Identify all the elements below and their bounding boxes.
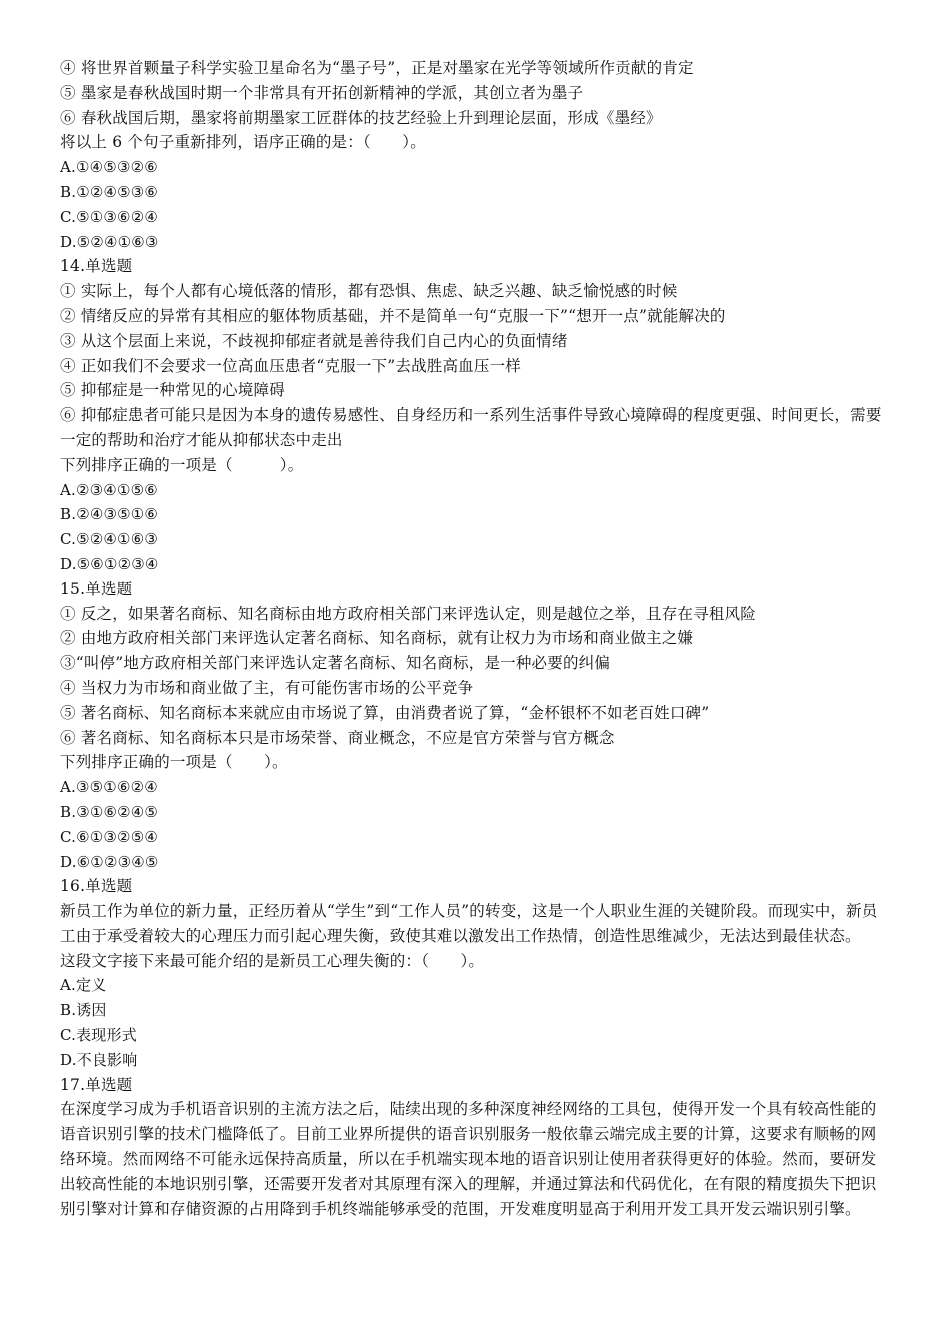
option-c[interactable]: C.⑤①③⑥②④ bbox=[60, 207, 158, 226]
question-prompt: 下列排序正确的一项是（ ）。 bbox=[60, 455, 304, 474]
sentence-4: ④ 当权力为市场和商业做了主，有可能伤害市场的公平竞争 bbox=[60, 678, 474, 697]
option-d[interactable]: D.不良影响 bbox=[60, 1050, 138, 1069]
option-d[interactable]: D.⑤⑥①②③④ bbox=[60, 554, 159, 573]
option-c[interactable]: C.⑤②④①⑥③ bbox=[60, 530, 158, 549]
sentence-2: ② 由地方政府相关部门来评选认定著名商标、知名商标，就有让权力为市场和商业做主之嫌 bbox=[60, 629, 694, 648]
question-header: 15.单选题 bbox=[60, 579, 133, 598]
question-13 bbox=[60, 56, 888, 254]
question-prompt: 下列排序正确的一项是（ ）。 bbox=[60, 753, 288, 772]
sentence-5: ⑤ 墨家是春秋战国时期一个非常具有开拓创新精神的学派，其创立者为墨子 bbox=[60, 83, 584, 102]
option-b[interactable]: B.①②④⑤③⑥ bbox=[60, 182, 159, 201]
question-17 bbox=[60, 1073, 888, 1222]
question-header: 16.单选题 bbox=[60, 877, 133, 896]
sentence-1: ① 实际上，每个人都有心境低落的情形，都有恐惧、焦虑、缺乏兴趣、缺乏愉悦感的时候 bbox=[60, 282, 678, 301]
sentence-1: ① 反之，如果著名商标、知名商标由地方政府相关部门来评选认定，则是越位之举，且存在寻租风险 bbox=[60, 604, 756, 623]
option-a[interactable]: A.定义 bbox=[60, 976, 107, 995]
option-c[interactable]: C.⑥①③②⑤④ bbox=[60, 827, 158, 846]
sentence-3: ③“叫停”地方政府相关部门来评选认定著名商标、知名商标，是一种必要的纠偏 bbox=[60, 654, 611, 673]
sentence-4: ④ 将世界首颗量子科学实验卫星命名为“墨子号”，正是对墨家在光学等领域所作贡献的肯定 bbox=[60, 59, 694, 77]
sentence-6: ⑥ 春秋战国后期，墨家将前期墨家工匠群体的技艺经验上升到理论层面，形成《墨经》 bbox=[60, 108, 662, 127]
sentence-5: ⑤ 著名商标、知名商标本来就应由市场说了算，由消费者说了算，“金杯银杯不如老百姓口碑” bbox=[60, 703, 710, 722]
option-a[interactable]: A.②③④①⑤⑥ bbox=[60, 480, 158, 499]
question-prompt: 这段文字接下来最可能介绍的是新员工心理失衡的：（ ）。 bbox=[60, 951, 485, 970]
option-a[interactable]: A.③⑤①⑥②④ bbox=[60, 778, 158, 797]
question-header: 14.单选题 bbox=[60, 257, 133, 276]
question-header: 17.单选题 bbox=[60, 1075, 133, 1094]
question-14 bbox=[60, 254, 888, 576]
sentence-2: ② 情绪反应的异常有其相应的躯体物质基础，并不是简单一句“克服一下”“想开一点”就能解决的 bbox=[60, 306, 726, 325]
option-b[interactable]: B.②④③⑤①⑥ bbox=[60, 505, 159, 524]
question-passage: 新员工作为单位的新力量，正经历着从“学生”到“工作人员”的转变，这是一个人职业生涯的关键阶段。而现实中，新员工由于承受着较大的心理压力而引起心理失衡，致使其难以激发出工作热情，创造性思维减少，无法达到最佳状态。 bbox=[60, 902, 878, 945]
option-d[interactable]: D.⑥①②③④⑤ bbox=[60, 852, 159, 871]
sentence-5: ⑤ 抑郁症是一种常见的心境障碍 bbox=[60, 381, 285, 400]
sentence-3: ③ 从这个层面上来说，不歧视抑郁症者就是善待我们自己内心的负面情绪 bbox=[60, 331, 568, 350]
option-b[interactable]: B.③①⑥②④⑤ bbox=[60, 802, 159, 821]
question-15 bbox=[60, 577, 888, 875]
option-d[interactable]: D.⑤②④①⑥③ bbox=[60, 232, 159, 251]
option-c[interactable]: C.表现形式 bbox=[60, 1026, 137, 1045]
sentence-6: ⑥ 抑郁症患者可能只是因为本身的遗传易感性、自身经历和一系列生活事件导致心境障碍的程度更强、时间更长，需要一定的帮助和治疗才能从抑郁状态中走出 bbox=[60, 406, 882, 449]
question-prompt: 将以上 6 个句子重新排列，语序正确的是：（ ）。 bbox=[60, 133, 426, 152]
sentence-4: ④ 正如我们不会要求一位高血压患者“克服一下”去战胜高血压一样 bbox=[60, 356, 521, 375]
question-passage: 在深度学习成为手机语音识别的主流方法之后，陆续出现的多种深度神经网络的工具包，使得开发一个具有较高性能的语音识别引擎的技术门槛降低了。目前工业界所提供的语音识别服务一般依靠云端完成主要的计算，这要求有顺畅的网络环境。然而网络不可能永远保持高质量，所以在手机端实现本地的语音识别让使用者获得更好的体验。然而，要研发出较高性能的本地识别引擎，还需要开发者对其原理有深入的理解，并通过算法和代码优化，在有限的精度损失下把识别引擎对计算和存储资源的占用降到手机终端能够承受的范围，开发难度明显高于利用开发工具开发云端识别引擎。 bbox=[60, 1100, 877, 1218]
question-16 bbox=[60, 874, 888, 1072]
option-a[interactable]: A.①④⑤③②⑥ bbox=[60, 158, 158, 177]
option-b[interactable]: B.诱因 bbox=[60, 1001, 107, 1020]
sentence-6: ⑥ 著名商标、知名商标本只是市场荣誉、商业概念，不应是官方荣誉与官方概念 bbox=[60, 728, 615, 747]
